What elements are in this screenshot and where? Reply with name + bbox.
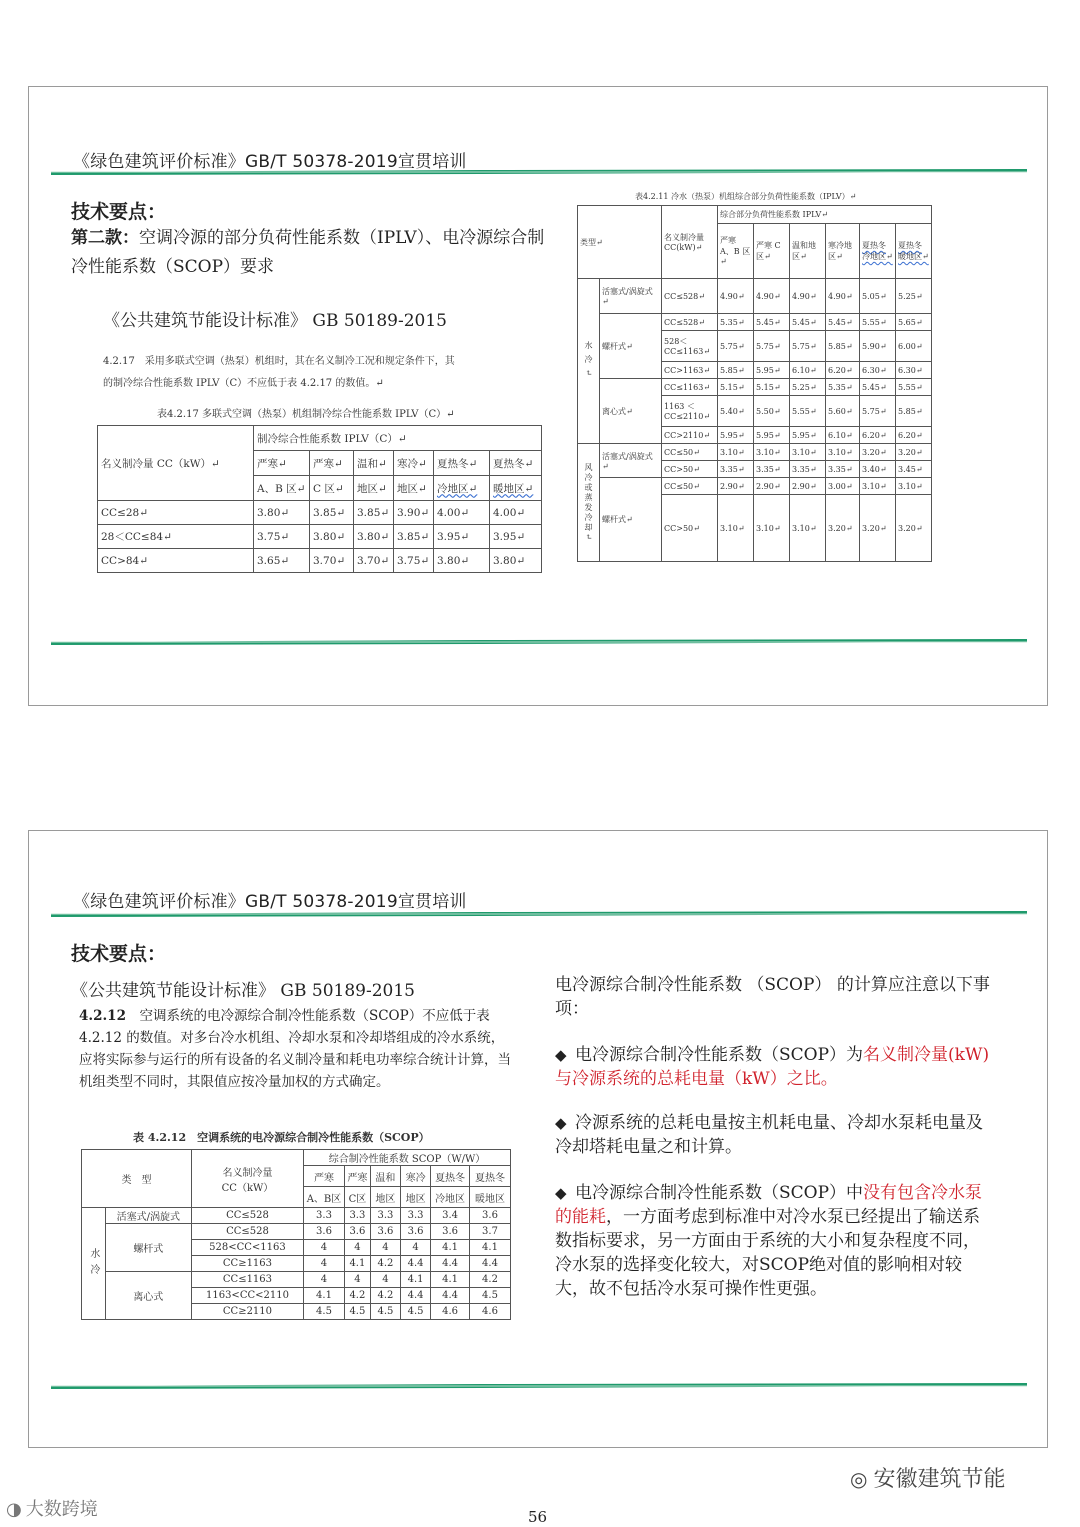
cap-cell: CC≤528 [191, 1224, 303, 1240]
cell: 5.95↵ [718, 427, 754, 444]
zone-header: 夏热冬暖地区↵ [896, 223, 932, 278]
cell: 4.6 [431, 1304, 470, 1320]
table-row [578, 279, 932, 314]
cell: 2.90↵ [790, 478, 826, 495]
kind-label: 螺杆式↵ [600, 478, 662, 562]
slide-2 [28, 830, 1048, 1448]
kind-label: 螺杆式↵ [600, 314, 662, 379]
cell: 4.1 [304, 1288, 345, 1304]
scop-note-3 [555, 1181, 995, 1301]
cell: 5.15↵ [754, 379, 790, 396]
clause-4-2-12 [79, 1005, 511, 1093]
cell: 5.65↵ [896, 314, 932, 331]
table-row [82, 1208, 511, 1224]
zone-header-top: 夏热冬 [431, 1166, 470, 1187]
zone-header-top: 温和↵ [354, 451, 394, 476]
zone-header-top: 温和 [370, 1166, 400, 1187]
slide-title: 《绿色建筑评价标准》GB/T 50378-2019宣贯培训 [73, 152, 467, 172]
cell: 3.85↵ [394, 525, 434, 549]
cell: 5.45↵ [860, 379, 896, 396]
cell: 5.05↵ [860, 279, 896, 314]
slide-1 [28, 86, 1048, 706]
cell: 4.90↵ [826, 279, 860, 314]
scop-note-1 [555, 1043, 995, 1091]
decorative-bar-top [51, 169, 1027, 175]
clause-body: 空调冷源的部分负荷性能系数（IPLV）、电冷源综合制冷性能系数（SCOP）要求 [71, 228, 545, 277]
note-1-highlight: 名义制冷量(kW) 与冷源系统的总耗电量（kW）之比。 [555, 1045, 990, 1089]
cell: 3.80↵ [254, 501, 310, 525]
zone-header: 夏热冬冷地区↵ [860, 223, 896, 278]
table-4-2-17 [97, 425, 542, 573]
scop-note-2 [555, 1111, 995, 1159]
cell: 3.3 [304, 1208, 345, 1224]
cell: 3.4 [431, 1208, 470, 1224]
cell: 6.10↵ [790, 362, 826, 379]
cell: 5.15↵ [718, 379, 754, 396]
zone-header-top: 夏热冬 [469, 1166, 510, 1187]
cell: 3.35↵ [790, 461, 826, 478]
cell: 3.10↵ [718, 444, 754, 461]
logo-watermark [6, 1495, 98, 1521]
cap-cell: CC≤50↵ [662, 478, 718, 495]
clause-label: 第二款： [71, 228, 139, 248]
table-4-2-11-caption: 表4.2.11 冷水（热泵）机组综合部分负荷性能系数（IPLV）↵ [635, 192, 857, 201]
cell: 4.4 [401, 1256, 431, 1272]
cell: 5.45↵ [754, 314, 790, 331]
table-row [578, 444, 932, 461]
cell: 5.85↵ [896, 396, 932, 427]
cell: 3.3 [370, 1208, 400, 1224]
clause-text [71, 224, 561, 282]
cap-cell: CC>1163↵ [662, 362, 718, 379]
zone-header-top: 严寒↵ [254, 451, 310, 476]
cell: 4.2 [344, 1288, 370, 1304]
cell: 3.95↵ [434, 525, 490, 549]
cell: 3.75↵ [394, 549, 434, 573]
col-cap-header [191, 1150, 303, 1208]
cell: 3.70↵ [354, 549, 394, 573]
cell: 5.95↵ [754, 362, 790, 379]
cell: 4.00↵ [490, 501, 542, 525]
table-row [578, 314, 932, 331]
cell: 4.4 [469, 1256, 510, 1272]
table-row [98, 501, 542, 525]
cell: 3.40↵ [860, 461, 896, 478]
note-3-highlight: 没有包含冷水泵的能耗 [555, 1183, 983, 1227]
zone-header-bottom: C区 [344, 1187, 370, 1208]
clause-body: 空调系统的电冷源综合制冷性能系数（SCOP）不应低于表 4.2.12 的数值。对多台冷水机组、冷却水泵和冷却塔组成的冷水系统，应将实际参与运行的所有设备的名义制冷量和耗电功率综合统计计算，当机组类型不同时，其限值应按冷量加权的方式确定。 [79, 1008, 511, 1090]
cell: 5.75↵ [790, 331, 826, 362]
zone-header-top: 严寒↵ [310, 451, 354, 476]
col-type-header: 类 型 [82, 1150, 192, 1208]
cell: 4 [344, 1272, 370, 1288]
cell: 4 [370, 1272, 400, 1288]
cell: 4.90↵ [718, 279, 754, 314]
standard-title: 《公共建筑节能设计标准》 GB 50189-2015 [103, 311, 447, 331]
cell: 3.70↵ [310, 549, 354, 573]
cap-cell: CC≤528↵ [662, 279, 718, 314]
kind-label: 活塞式/涡旋式↵ [600, 444, 662, 478]
cell: 4 [370, 1240, 400, 1256]
kind-label: 离心式↵ [600, 379, 662, 444]
zone-header-top: 夏热冬↵ [490, 451, 542, 476]
cell: 2.90↵ [754, 478, 790, 495]
cap-cell: CC>50↵ [662, 495, 718, 562]
cell: 6.00↵ [896, 331, 932, 362]
col-cap-line1: 名义制冷量 [222, 1167, 273, 1179]
kind-label: 活塞式/涡旋式↵ [600, 279, 662, 314]
zone-header-bottom: A、B区 [304, 1187, 345, 1208]
clause-number: 4.2.12 [79, 1008, 126, 1024]
note-3-text-cont: ，一方面考虑到标准中对冷水泵已经提出了输送系数指标要求，另一方面由于系统的大小和复杂程度不同，冷水泵的选择变化较大，对SCOP绝对值的影响相对较大，故不包括冷水泵可操作性更强。 [555, 1207, 980, 1299]
cell: 5.60↵ [826, 396, 860, 427]
cell: 4.6 [469, 1304, 510, 1320]
cell: 5.90↵ [860, 331, 896, 362]
cell: 6.10↵ [826, 427, 860, 444]
cell: 3.10↵ [754, 495, 790, 562]
zone-header: 严寒 C 区↵ [754, 223, 790, 278]
cell: 3.10↵ [860, 478, 896, 495]
table-row [578, 379, 932, 396]
table-row [578, 478, 932, 495]
cell: 3.80↵ [434, 549, 490, 573]
air-cooled-label: 风冷或蒸发冷却↵ [578, 444, 600, 562]
cell: 3.10↵ [896, 478, 932, 495]
cell: 4.2 [370, 1256, 400, 1272]
cell: 3.3 [344, 1208, 370, 1224]
cell: 3.20↵ [896, 495, 932, 562]
scop-notes-intro: 电冷源综合制冷性能系数 （SCOP） 的计算应注意以下事项： [555, 975, 990, 1019]
cell: 5.95↵ [790, 427, 826, 444]
cell: 5.95↵ [754, 427, 790, 444]
cell: 5.75↵ [718, 331, 754, 362]
zone-header-bottom: 地区↵ [394, 476, 434, 501]
zone-header-bottom: 暖地区 [469, 1187, 510, 1208]
row-label: 28＜CC≤84↵ [98, 525, 254, 549]
cap-cell: CC≤528 [191, 1208, 303, 1224]
cell: 4.5 [304, 1304, 345, 1320]
col-type-header: 类型↵ [578, 206, 662, 279]
cell: 4.1 [431, 1272, 470, 1288]
cell: 6.30↵ [860, 362, 896, 379]
kind-label: 离心式 [105, 1272, 191, 1320]
col-cap-header: 名义制冷量 CC(kW)↵ [662, 206, 718, 279]
cell: 5.40↵ [718, 396, 754, 427]
diamond-bullet-icon: ◆ [555, 1184, 567, 1202]
cap-cell: CC≥1163 [191, 1256, 303, 1272]
zone-header-top: 寒冷 [401, 1166, 431, 1187]
cell: 3.6 [469, 1208, 510, 1224]
cell: 3.20↵ [896, 444, 932, 461]
cell: 3.95↵ [490, 525, 542, 549]
cell: 4.1 [401, 1272, 431, 1288]
cell: 3.6 [401, 1224, 431, 1240]
green-bar-graphic [51, 1383, 1027, 1389]
cell: 4 [344, 1240, 370, 1256]
cell: 3.80↵ [490, 549, 542, 573]
note-1-text: 电冷源综合制冷性能系数（SCOP）为 [575, 1045, 864, 1065]
wechat-watermark [850, 1462, 1005, 1493]
table-4-2-12-caption: 表 4.2.12 空调系统的电冷源综合制冷性能系数（SCOP） [133, 1131, 430, 1144]
cell: 4.1 [431, 1240, 470, 1256]
zone-header-bottom: 地区 [401, 1187, 431, 1208]
table-row [98, 549, 542, 573]
cell: 3.6 [304, 1224, 345, 1240]
cell: 3.6 [370, 1224, 400, 1240]
cap-cell: CC>50↵ [662, 461, 718, 478]
cell: 5.85↵ [718, 362, 754, 379]
zone-header: 严寒 A、B 区↵ [718, 223, 754, 278]
cell: 4.4 [401, 1288, 431, 1304]
cell: 3.65↵ [254, 549, 310, 573]
cell: 3.10↵ [718, 495, 754, 562]
clause-427-line2: 的制冷综合性能系数 IPLV（C）不应低于表 4.2.17 的数值。↵ [103, 378, 384, 389]
zone-header-bottom: A、B 区↵ [254, 476, 310, 501]
note-3-text: 电冷源综合制冷性能系数（SCOP）中 [575, 1183, 864, 1203]
green-bar-graphic [51, 169, 1027, 175]
table-4-2-11 [577, 205, 932, 562]
zone-header: 寒冷地区↵ [826, 223, 860, 278]
zone-header-bottom: C 区↵ [310, 476, 354, 501]
cell: 3.90↵ [394, 501, 434, 525]
cell: 4.5 [469, 1288, 510, 1304]
cell: 3.3 [401, 1208, 431, 1224]
cap-cell: CC≤1163 [191, 1272, 303, 1288]
zone-header-top: 夏热冬↵ [434, 451, 490, 476]
cell: 4.2 [370, 1288, 400, 1304]
kind-label: 活塞式/涡旋式 [105, 1208, 191, 1224]
cap-cell: 528<CC<1163 [191, 1240, 303, 1256]
cell: 4 [304, 1272, 345, 1288]
table-row [82, 1272, 511, 1288]
cell: 3.45↵ [896, 461, 932, 478]
cell: 4.1 [469, 1240, 510, 1256]
cell: 3.7 [469, 1224, 510, 1240]
cell: 3.6 [344, 1224, 370, 1240]
cap-cell: 1163<CC<2110 [191, 1288, 303, 1304]
cap-cell: 528＜CC≤1163↵ [662, 331, 718, 362]
cell: 4.00↵ [434, 501, 490, 525]
cell: 5.45↵ [790, 314, 826, 331]
cell: 4.5 [344, 1304, 370, 1320]
keypoints-label: 技术要点： [71, 943, 167, 965]
zone-header-top: 寒冷↵ [394, 451, 434, 476]
cell: 5.50↵ [754, 396, 790, 427]
cell: 6.20↵ [826, 362, 860, 379]
cell: 3.10↵ [790, 444, 826, 461]
cap-cell: CC>2110↵ [662, 427, 718, 444]
cell: 4 [304, 1256, 345, 1272]
zone-header-bottom: 地区↵ [354, 476, 394, 501]
zone-header-bottom: 冷地区↵ [434, 476, 490, 501]
zone-header-top: 严寒 [304, 1166, 345, 1187]
cell: 5.25↵ [790, 379, 826, 396]
cell: 3.10↵ [826, 444, 860, 461]
cell: 5.55↵ [790, 396, 826, 427]
table-row [98, 525, 542, 549]
cell: 4.90↵ [790, 279, 826, 314]
cell: 3.20↵ [860, 495, 896, 562]
cell: 3.20↵ [826, 495, 860, 562]
cell: 2.90↵ [718, 478, 754, 495]
kind-label: 螺杆式 [105, 1224, 191, 1272]
diamond-bullet-icon: ◆ [555, 1046, 567, 1064]
cap-cell: CC≤1163↵ [662, 379, 718, 396]
cell: 3.85↵ [310, 501, 354, 525]
logo-icon: ◑ [6, 1499, 22, 1520]
green-bar-graphic [51, 639, 1027, 645]
page-number: 56 [528, 1508, 548, 1526]
cell: 4.90↵ [754, 279, 790, 314]
zone-header: 温和地区↵ [790, 223, 826, 278]
cell: 5.35↵ [718, 314, 754, 331]
water-cooled-label: 水冷↵ [578, 279, 600, 444]
wechat-icon: ◎ [850, 1467, 868, 1491]
cell: 5.45↵ [826, 314, 860, 331]
cell: 4.2 [469, 1272, 510, 1288]
zone-header-bottom: 暖地区↵ [490, 476, 542, 501]
cell: 3.35↵ [718, 461, 754, 478]
clause-427-text [103, 351, 573, 395]
cell: 4.5 [401, 1304, 431, 1320]
cell: 4 [304, 1240, 345, 1256]
row-label: CC>84↵ [98, 549, 254, 573]
cell: 5.55↵ [896, 379, 932, 396]
group-header: 综合制冷性能系数 SCOP（W/W） [304, 1150, 511, 1166]
cell: 3.10↵ [790, 495, 826, 562]
cell: 3.75↵ [254, 525, 310, 549]
zone-header-bottom: 地区 [370, 1187, 400, 1208]
diamond-bullet-icon: ◆ [555, 1114, 567, 1132]
cell: 3.85↵ [354, 501, 394, 525]
cell: 5.75↵ [754, 331, 790, 362]
water-cooled-label: 水冷 [82, 1208, 106, 1320]
clause-427-line1: 4.2.17 采用多联式空调（热泵）机组时，其在名义制冷工况和规定条件下，其 [103, 356, 455, 367]
zone-header-bottom: 冷地区 [431, 1187, 470, 1208]
cell: 4.1 [344, 1256, 370, 1272]
cell: 3.10↵ [754, 444, 790, 461]
cell: 6.20↵ [896, 427, 932, 444]
cell: 6.30↵ [896, 362, 932, 379]
col-capacity-header: 名义制冷量 CC（kW）↵ [98, 426, 254, 501]
standard-title: 《公共建筑节能设计标准》 GB 50189-2015 [71, 981, 415, 1001]
cell: 3.20↵ [860, 444, 896, 461]
cell: 3.80↵ [310, 525, 354, 549]
watermark-right-text: 安徽建筑节能 [873, 1467, 1006, 1492]
group-header: 制冷综合性能系数 IPLV（C）↵ [254, 426, 542, 451]
col-cap-line2: CC（kW） [221, 1182, 274, 1194]
decorative-bar-bottom [51, 639, 1027, 645]
cell: 3.35↵ [826, 461, 860, 478]
table-4-2-12 [81, 1149, 511, 1320]
watermark-left-text: 大数跨境 [25, 1499, 98, 1520]
cap-cell: CC≤50↵ [662, 444, 718, 461]
cell: 4 [401, 1240, 431, 1256]
cell: 4.5 [370, 1304, 400, 1320]
cap-cell: 1163 ＜ CC≤2110↵ [662, 396, 718, 427]
cell: 6.20↵ [860, 427, 896, 444]
cell: 4.4 [431, 1256, 470, 1272]
decorative-bar-bottom [51, 1383, 1027, 1389]
cell: 3.80↵ [354, 525, 394, 549]
table-row [82, 1224, 511, 1240]
decorative-bar-top [51, 911, 1027, 917]
row-label: CC≤28↵ [98, 501, 254, 525]
cap-cell: CC≤528↵ [662, 314, 718, 331]
cell: 3.6 [431, 1224, 470, 1240]
note-2-text: 冷源系统的总耗电量按主机耗电量、冷却水泵耗电量及冷却塔耗电量之和计算。 [555, 1113, 983, 1157]
cell: 5.85↵ [826, 331, 860, 362]
group-header: 综合部分负荷性能系数 IPLV↵ [718, 206, 932, 224]
slide-title: 《绿色建筑评价标准》GB/T 50378-2019宣贯培训 [73, 892, 467, 912]
cell: 5.55↵ [860, 314, 896, 331]
cap-cell: CC≥2110 [191, 1304, 303, 1320]
table-4-2-17-caption: 表4.2.17 多联式空调（热泵）机组制冷综合性能系数 IPLV（C）↵ [157, 409, 455, 420]
cell: 5.25↵ [896, 279, 932, 314]
cell: 3.00↵ [826, 478, 860, 495]
cell: 3.35↵ [754, 461, 790, 478]
cell: 5.35↵ [826, 379, 860, 396]
cell: 5.75↵ [860, 396, 896, 427]
green-bar-graphic [51, 911, 1027, 917]
zone-header-top: 严寒 [344, 1166, 370, 1187]
keypoints-label: 技术要点： [71, 201, 167, 223]
cell: 4.4 [431, 1288, 470, 1304]
